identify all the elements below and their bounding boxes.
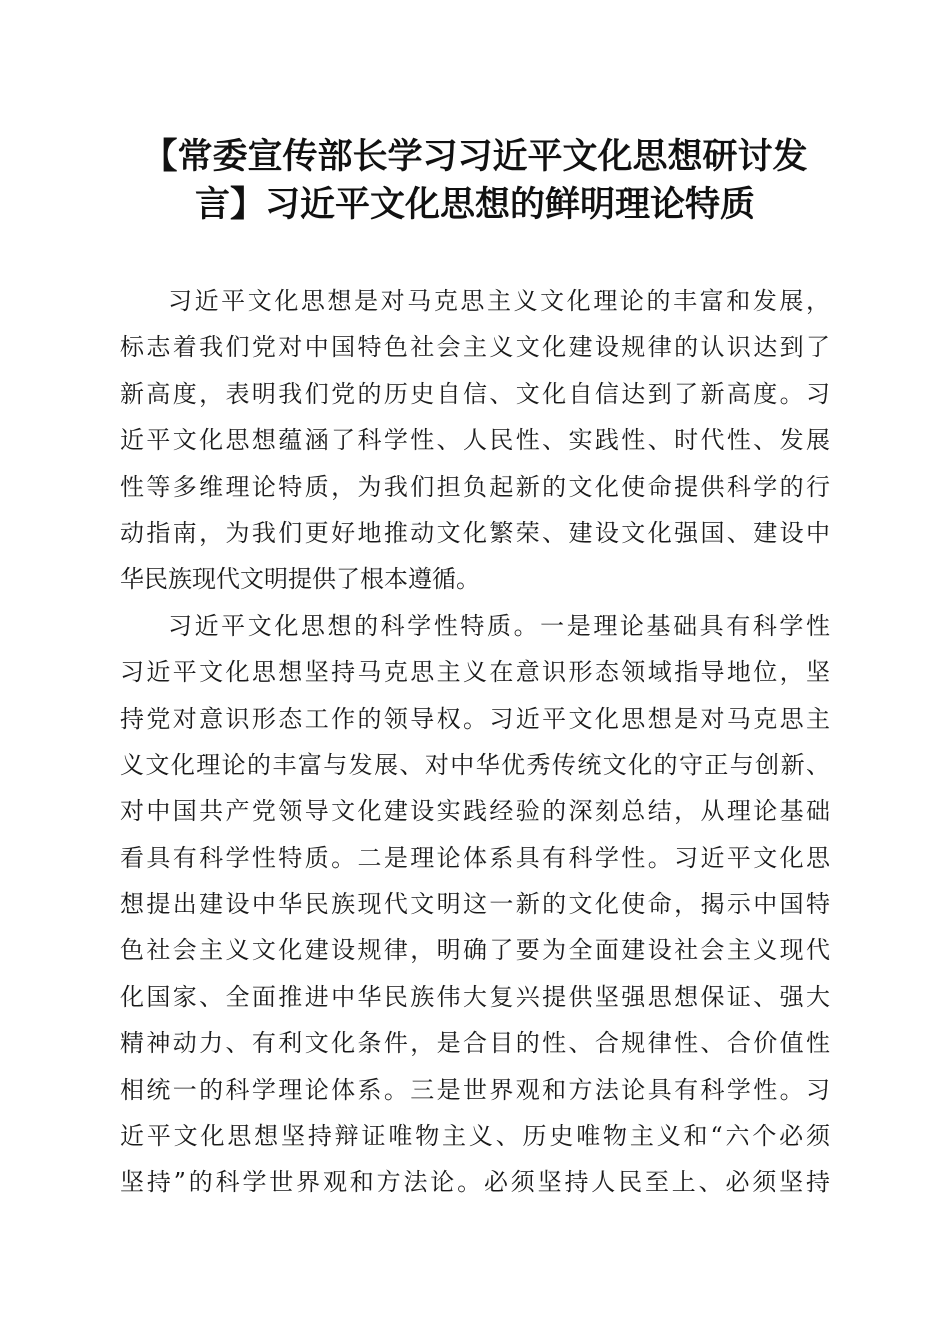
- paragraph-line: 相统一的科学理论体系。三是世界观和方法论具有科学性。习: [120, 1075, 830, 1104]
- document-body: [120, 278, 830, 1206]
- paragraph-line: 近平文化思想坚持辩证唯物主义、历史唯物主义和“六个必须: [120, 1122, 830, 1151]
- paragraph-line: 对中国共产党领导文化建设实践经验的深刻总结，从理论基础: [120, 797, 830, 826]
- paragraph-2: [120, 603, 830, 1206]
- paragraph-line: 华民族现代文明提供了根本遵循。: [120, 565, 480, 594]
- paragraph-line: 性等多维理论特质，为我们担负起新的文化使命提供科学的行: [120, 472, 830, 501]
- paragraph-line: 坚持”的科学世界观和方法论。必须坚持人民至上、必须坚持: [120, 1168, 830, 1197]
- paragraph-line: 持党对意识形态工作的领导权。习近平文化思想是对马克思主: [120, 704, 830, 733]
- title-line-1: 【常委宣传部长学习习近平文化思想研讨发: [142, 136, 808, 177]
- paragraph-line: 动指南，为我们更好地推动文化繁荣、建设文化强国、建设中: [120, 518, 830, 547]
- paragraph-line: 习近平文化思想坚持马克思主义在意识形态领域指导地位，坚: [120, 658, 830, 687]
- paragraph-line: 化国家、全面推进中华民族伟大复兴提供坚强思想保证、强大: [120, 982, 830, 1011]
- paragraph-line: 精神动力、有利文化条件，是合目的性、合规律性、合价值性: [120, 1029, 830, 1058]
- paragraph-line: 近平文化思想蕴涵了科学性、人民性、实践性、时代性、发展: [120, 426, 830, 455]
- paragraph-line: 标志着我们党对中国特色社会主义文化建设规律的认识达到了: [120, 333, 830, 362]
- document-title: [120, 133, 830, 229]
- paragraph-line: 色社会主义文化建设规律，明确了要为全面建设社会主义现代: [120, 936, 830, 965]
- paragraph-1: [120, 278, 830, 603]
- paragraph-line: 新高度，表明我们党的历史自信、文化自信达到了新高度。习: [120, 379, 830, 408]
- paragraph-line: 想提出建设中华民族现代文明这一新的文化使命，揭示中国特: [120, 890, 830, 919]
- paragraph-line: 习近平文化思想是对马克思主义文化理论的丰富和发展，: [168, 287, 830, 315]
- paragraph-line: 义文化理论的丰富与发展、对中华优秀传统文化的守正与创新、: [120, 750, 830, 779]
- paragraph-line: 习近平文化思想的科学性特质。一是理论基础具有科学性: [168, 611, 830, 640]
- paragraph-line: 看具有科学性特质。二是理论体系具有科学性。习近平文化思: [120, 843, 830, 872]
- title-line-2: 言】习近平文化思想的鲜明理论特质: [194, 184, 755, 225]
